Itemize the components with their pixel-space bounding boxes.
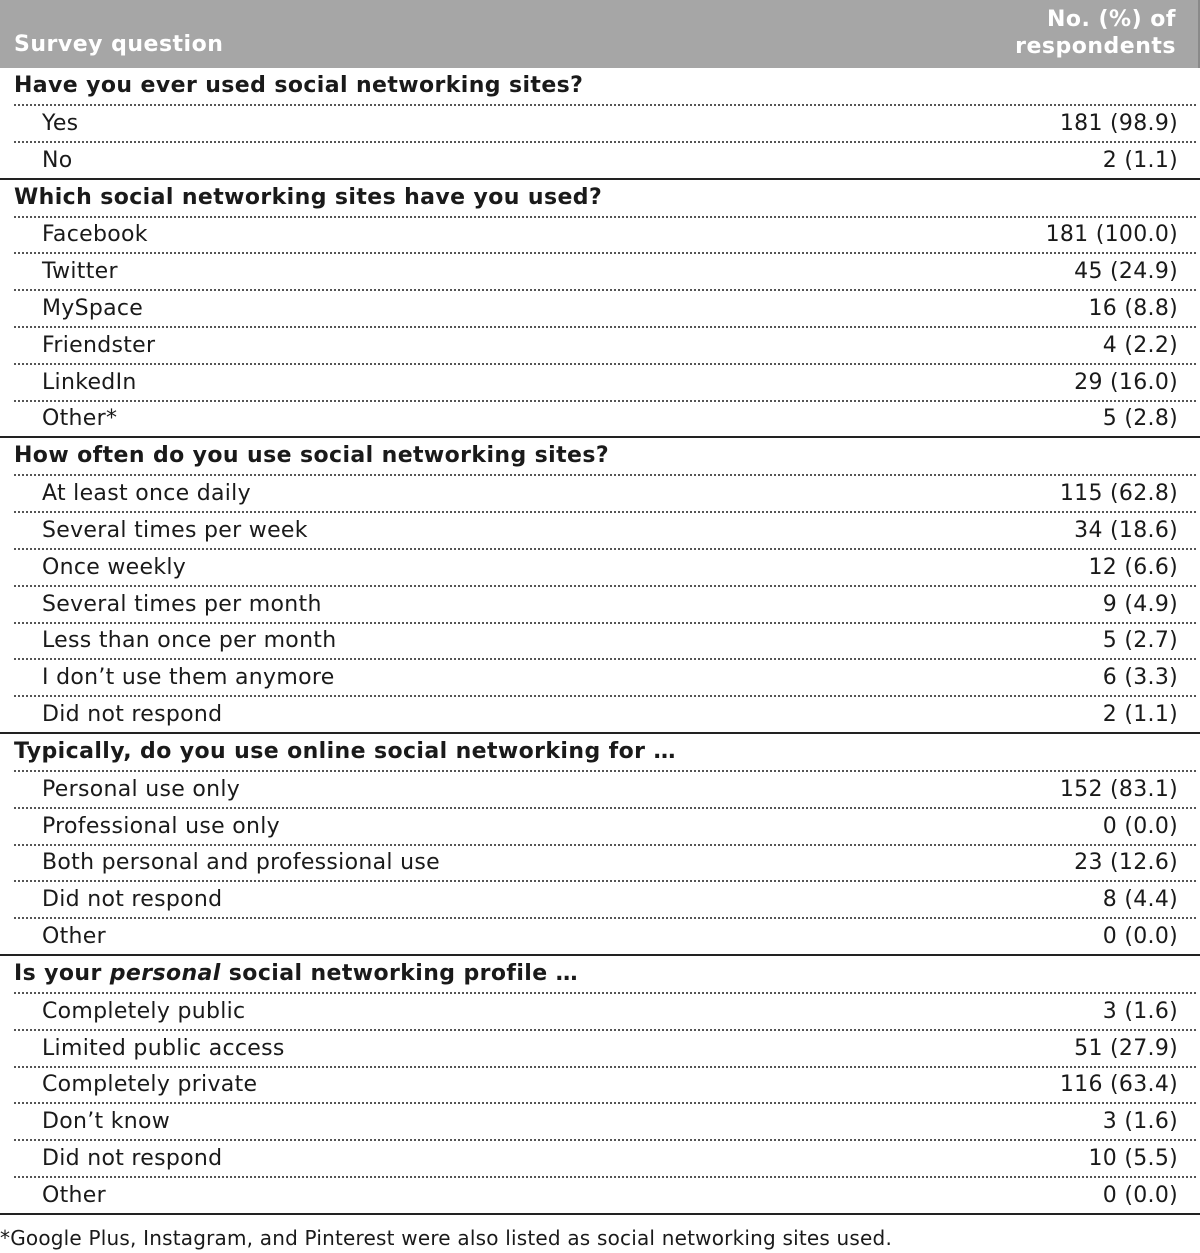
table-row: [14, 807, 1196, 844]
header-respondents-line2: respondents: [1015, 34, 1176, 59]
response-label: Other*: [42, 406, 118, 432]
table-row: [14, 326, 1196, 363]
question-heading: [0, 68, 1200, 104]
table-row: [14, 1176, 1196, 1213]
response-count: 6 (3.3): [1102, 665, 1178, 691]
question-heading: [0, 734, 1200, 770]
response-label: Other: [42, 1182, 106, 1208]
response-count: 5 (2.8): [1102, 406, 1178, 432]
response-label: Professional use only: [42, 813, 280, 839]
table-row: [14, 1029, 1196, 1066]
response-count: 3 (1.6): [1102, 1109, 1178, 1135]
response-label: Don’t know: [42, 1109, 171, 1135]
question-heading: [0, 180, 1200, 216]
response-label: Friendster: [42, 332, 156, 358]
header-survey-question: Survey question: [14, 32, 224, 57]
response-count: 0 (0.0): [1102, 1182, 1178, 1208]
question-heading: [0, 956, 1200, 992]
response-label: LinkedIn: [42, 369, 137, 395]
response-label: I don’t use them anymore: [42, 665, 335, 691]
response-label: Both personal and professional use: [42, 850, 440, 876]
table-row: [14, 104, 1196, 141]
response-label: Did not respond: [42, 887, 223, 913]
response-label: Twitter: [42, 259, 118, 285]
response-count: 9 (4.9): [1102, 591, 1178, 617]
table-row: [14, 658, 1196, 695]
response-count: 45 (24.9): [1074, 259, 1178, 285]
response-count: 5 (2.7): [1102, 628, 1178, 654]
table-row: [14, 992, 1196, 1029]
response-label: Did not respond: [42, 702, 223, 728]
response-count: 116 (63.4): [1059, 1072, 1178, 1098]
response-count: 152 (83.1): [1059, 776, 1178, 802]
response-label: Several times per month: [42, 591, 322, 617]
response-count: 4 (2.2): [1102, 332, 1178, 358]
header-respondents: [1015, 6, 1176, 60]
response-label: Several times per week: [42, 518, 308, 544]
footnote: *Google Plus, Instagram, and Pinterest were also listed as social networking sites used.: [0, 1226, 893, 1250]
response-count: 23 (12.6): [1074, 850, 1178, 876]
table-row: [14, 917, 1196, 954]
question-text: How often do you use social networking sites?: [14, 443, 609, 469]
response-label: Completely private: [42, 1072, 258, 1098]
response-label: Other: [42, 924, 106, 950]
question-section: [0, 180, 1200, 439]
response-count: 2 (1.1): [1102, 702, 1178, 728]
response-label: Limited public access: [42, 1035, 285, 1061]
response-count: 2 (1.1): [1102, 147, 1178, 173]
response-count: 0 (0.0): [1102, 813, 1178, 839]
response-count: 181 (100.0): [1045, 222, 1178, 248]
question-section: [0, 68, 1200, 180]
table-row: [14, 695, 1196, 732]
response-label: No: [42, 147, 73, 173]
table-row: [14, 363, 1196, 400]
response-label: Completely public: [42, 998, 246, 1024]
question-section: [0, 438, 1200, 734]
question-text: Is your: [14, 960, 110, 986]
question-section: [0, 956, 1200, 1215]
question-emphasis: personal: [109, 960, 221, 986]
table-row: [14, 216, 1196, 253]
table-row: [14, 622, 1196, 659]
header-respondents-line1: No. (%) of: [1046, 7, 1176, 32]
table-row: [14, 252, 1196, 289]
response-count: 29 (16.0): [1074, 369, 1178, 395]
response-count: 16 (8.8): [1088, 296, 1178, 322]
table-row: [14, 880, 1196, 917]
table-row: [14, 141, 1196, 178]
table-row: [14, 400, 1196, 437]
response-label: At least once daily: [42, 481, 251, 507]
table-row: [14, 1102, 1196, 1139]
table-row: [14, 1139, 1196, 1176]
response-count: 8 (4.4): [1102, 887, 1178, 913]
response-label: Personal use only: [42, 776, 241, 802]
question-section: [0, 734, 1200, 956]
question-text: Typically, do you use online social networking for …: [14, 738, 676, 764]
response-count: 0 (0.0): [1102, 924, 1178, 950]
response-label: Did not respond: [42, 1146, 223, 1172]
table-row: [14, 1066, 1196, 1103]
response-count: 115 (62.8): [1059, 481, 1178, 507]
question-heading: [0, 438, 1200, 474]
table-row: [14, 289, 1196, 326]
response-count: 3 (1.6): [1102, 998, 1178, 1024]
response-label: Facebook: [42, 222, 148, 248]
response-label: Less than once per month: [42, 628, 337, 654]
response-count: 51 (27.9): [1074, 1035, 1178, 1061]
table-body: [0, 68, 1200, 1215]
response-label: MySpace: [42, 296, 144, 322]
table-row: [14, 844, 1196, 881]
response-label: Once weekly: [42, 554, 187, 580]
response-count: 34 (18.6): [1074, 518, 1178, 544]
response-count: 12 (6.6): [1088, 554, 1178, 580]
response-label: Yes: [42, 110, 79, 136]
question-text-end: social networking profile …: [220, 960, 579, 986]
table-header: [0, 0, 1200, 68]
table-row: [14, 770, 1196, 807]
question-text: Have you ever used social networking sites?: [14, 73, 584, 98]
table-row: [14, 548, 1196, 585]
response-count: 10 (5.5): [1088, 1146, 1178, 1172]
response-count: 181 (98.9): [1059, 110, 1178, 136]
table-row: [14, 585, 1196, 622]
question-text: Which social networking sites have you used?: [14, 184, 603, 210]
table-row: [14, 474, 1196, 511]
table-row: [14, 511, 1196, 548]
